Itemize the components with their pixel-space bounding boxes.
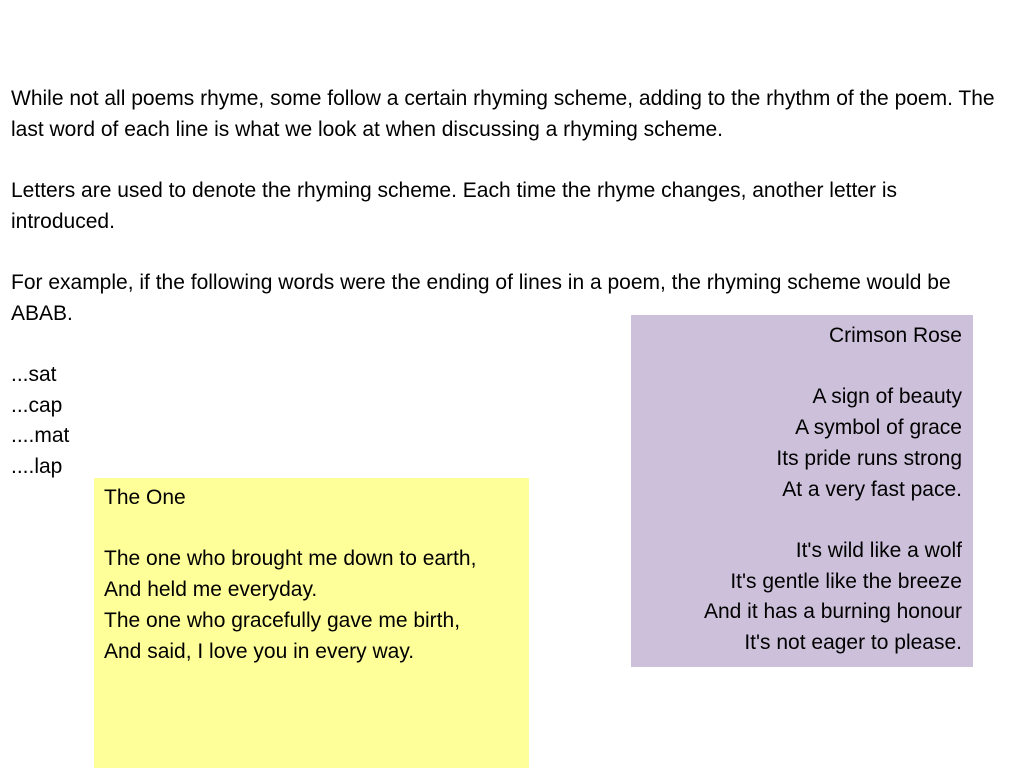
poem-line: A symbol of grace [795, 416, 962, 440]
poem-line: And said, I love you in every way. [104, 639, 415, 663]
poem-line: And it has a burning honour [703, 600, 962, 624]
poem-line: A sign of beauty [812, 385, 962, 409]
poem-title: Crimson Rose [828, 324, 962, 347]
poem-line: And held me everyday. [104, 578, 318, 602]
poem-line: It's gentle like the breeze [730, 569, 962, 593]
poem-line: The one who brought me down to earth, [104, 547, 477, 571]
poem-line: At a very fast pace. [782, 477, 962, 501]
intro-paragraph-1: While not all poems rhyme, some follow a certain rhyming scheme, adding to the rhythm of the poem. The last word of each line is what we look at when discussing a rhyming scheme. [11, 87, 995, 141]
intro-paragraph-2: Letters are used to denote the rhyming scheme. Each time the rhyme changes, another letter is introduced. [11, 179, 897, 233]
crimson-rose-poem-box [631, 315, 973, 667]
example-word: ...sat [11, 363, 57, 386]
example-word: ...cap [11, 393, 63, 417]
example-word-list [11, 360, 69, 483]
poem-line: The one who gracefully gave me birth, [104, 608, 461, 632]
the-one-poem-box [94, 478, 529, 768]
poem-line: It's wild like a wolf [795, 538, 962, 562]
intro-paragraph-3: For example, if the following words were the ending of lines in a poem, the rhyming scheme would be ABAB. [11, 271, 951, 325]
example-word: ....mat [11, 424, 70, 448]
poem-title: The One [104, 486, 186, 509]
intro-text [11, 84, 1001, 330]
poem-line: It's not eager to please. [744, 631, 962, 654]
poem-line: Its pride runs strong [776, 446, 962, 470]
example-word: ....lap [11, 455, 63, 479]
